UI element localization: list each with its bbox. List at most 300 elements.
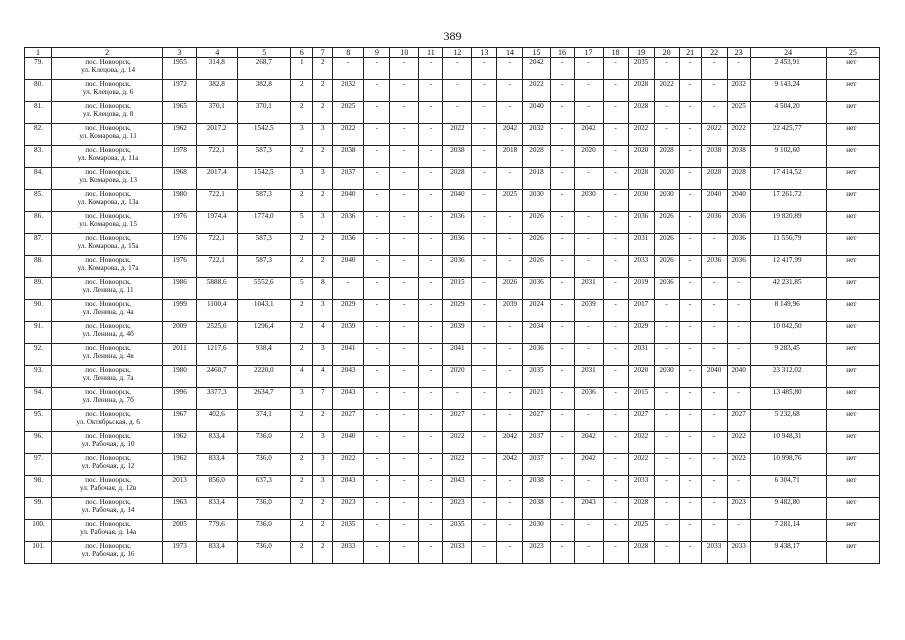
table-row [25, 212, 880, 234]
data-cell: 2 [313, 190, 333, 212]
data-cell: - [390, 124, 419, 146]
data-cell: 3 [313, 124, 333, 146]
row-number: 87. [25, 234, 52, 256]
data-cell: 2042 [497, 432, 523, 454]
data-cell: 2 [313, 80, 333, 102]
data-cell: - [472, 168, 497, 190]
area-cell: 5888,6 [197, 278, 238, 300]
data-cell: - [419, 124, 443, 146]
data-cell: 2040 [443, 190, 472, 212]
data-cell: - [443, 58, 472, 80]
data-cell: 1976 [163, 212, 197, 234]
data-cell: - [603, 344, 628, 366]
cost-cell: 11 556,79 [750, 234, 826, 256]
data-cell: 2028 [654, 146, 679, 168]
column-number-4: 4 [197, 48, 238, 58]
data-cell: - [727, 476, 750, 498]
data-cell: 2022 [523, 80, 550, 102]
data-cell: - [364, 344, 390, 366]
data-cell: 2024 [523, 300, 550, 322]
data-cell: 2043 [333, 476, 364, 498]
data-cell: - [472, 344, 497, 366]
data-cell: - [727, 322, 750, 344]
cost-cell: 22 425,77 [750, 124, 826, 146]
cost-cell: 42 231,85 [750, 278, 826, 300]
data-cell: 2033 [628, 256, 654, 278]
area-cell: 736,0 [238, 454, 291, 476]
data-cell: 2038 [333, 146, 364, 168]
area-cell: 1100,4 [197, 300, 238, 322]
data-cell: 1996 [163, 388, 197, 410]
data-cell: 2 [313, 234, 333, 256]
data-cell: - [679, 388, 701, 410]
data-cell: 2036 [701, 212, 727, 234]
data-cell: - [419, 146, 443, 168]
data-cell: - [472, 190, 497, 212]
table-row [25, 168, 880, 190]
area-cell: 587,3 [238, 234, 291, 256]
data-cell: - [603, 146, 628, 168]
data-cell: - [419, 190, 443, 212]
data-cell: 2036 [727, 234, 750, 256]
data-cell: 2 [291, 300, 313, 322]
data-cell: - [419, 300, 443, 322]
data-cell: 2032 [333, 80, 364, 102]
address-cell: пос. Новоорск, ул. Октябрьская, д. 6 [52, 410, 163, 432]
data-cell: - [497, 542, 523, 564]
data-cell: 2036 [727, 256, 750, 278]
table-row [25, 432, 880, 454]
flag-cell: нет [826, 190, 879, 212]
data-cell: - [603, 476, 628, 498]
flag-cell: нет [826, 102, 879, 124]
data-cell: 2040 [701, 366, 727, 388]
data-cell: - [497, 102, 523, 124]
data-cell: 2030 [574, 190, 603, 212]
column-number-25: 25 [826, 48, 879, 58]
area-cell: 833,4 [197, 454, 238, 476]
data-cell: - [364, 542, 390, 564]
data-cell: - [390, 234, 419, 256]
address-cell: пос. Новоорск, ул. Рабочая, д. 16 [52, 542, 163, 564]
data-cell: 2036 [574, 388, 603, 410]
data-cell: - [472, 432, 497, 454]
data-cell: - [419, 498, 443, 520]
data-cell: - [390, 498, 419, 520]
data-cell: 1968 [163, 168, 197, 190]
row-number: 83. [25, 146, 52, 168]
table-body [25, 48, 880, 564]
data-cell: - [654, 388, 679, 410]
data-cell: - [497, 256, 523, 278]
data-cell: 2037 [523, 432, 550, 454]
data-cell: - [472, 454, 497, 476]
data-cell: 2043 [333, 366, 364, 388]
cost-cell: 8 149,96 [750, 300, 826, 322]
data-cell: - [654, 520, 679, 542]
data-cell: - [419, 542, 443, 564]
data-cell: - [497, 58, 523, 80]
data-cell: 2033 [727, 542, 750, 564]
data-cell: 2 [291, 410, 313, 432]
data-cell: - [550, 278, 574, 300]
data-cell: 1963 [163, 498, 197, 520]
data-cell: 2025 [497, 190, 523, 212]
data-cell: - [574, 542, 603, 564]
data-cell: - [364, 410, 390, 432]
column-number-header-row [25, 48, 880, 58]
data-cell: 2038 [727, 146, 750, 168]
data-cell: - [390, 454, 419, 476]
data-cell: - [390, 410, 419, 432]
data-cell: - [679, 322, 701, 344]
data-cell: 2026 [523, 212, 550, 234]
data-cell: - [550, 520, 574, 542]
data-cell: 1962 [163, 432, 197, 454]
data-cell: 2027 [628, 410, 654, 432]
data-cell: - [679, 124, 701, 146]
data-cell: - [679, 58, 701, 80]
data-cell: 1955 [163, 58, 197, 80]
data-cell: 2027 [333, 410, 364, 432]
row-number: 98. [25, 476, 52, 498]
data-cell: 2022 [628, 124, 654, 146]
data-cell: - [679, 344, 701, 366]
data-cell: - [390, 432, 419, 454]
data-cell: - [472, 498, 497, 520]
data-cell: - [497, 234, 523, 256]
data-cell: - [472, 234, 497, 256]
data-cell: - [390, 520, 419, 542]
data-cell: 2 [291, 322, 313, 344]
data-cell: 2020 [574, 146, 603, 168]
address-cell: пос. Новоорск, ул. Комарова, д. 15а [52, 234, 163, 256]
data-cell: - [727, 520, 750, 542]
data-cell: 2036 [443, 234, 472, 256]
data-cell: - [603, 102, 628, 124]
row-number: 89. [25, 278, 52, 300]
data-cell: - [364, 498, 390, 520]
data-cell: 4 [313, 366, 333, 388]
data-cell: 2028 [628, 542, 654, 564]
data-cell: - [419, 234, 443, 256]
data-cell: - [679, 146, 701, 168]
data-cell: - [603, 256, 628, 278]
area-cell: 1043,1 [238, 300, 291, 322]
table-row [25, 542, 880, 564]
data-cell: - [654, 102, 679, 124]
flag-cell: нет [826, 146, 879, 168]
data-cell: - [679, 366, 701, 388]
data-cell: 2025 [727, 102, 750, 124]
data-cell: - [654, 344, 679, 366]
column-number-23: 23 [727, 48, 750, 58]
data-cell: 1986 [163, 278, 197, 300]
data-cell: 3 [291, 168, 313, 190]
data-cell: - [654, 124, 679, 146]
address-cell: пос. Новоорск, ул. Комарова, д. 13 [52, 168, 163, 190]
column-number-1: 1 [25, 48, 52, 58]
data-cell: - [701, 80, 727, 102]
table-row [25, 344, 880, 366]
data-cell: - [574, 234, 603, 256]
data-cell: - [550, 190, 574, 212]
data-cell: 2036 [701, 256, 727, 278]
data-cell: 2036 [333, 234, 364, 256]
row-number: 80. [25, 80, 52, 102]
row-number: 101. [25, 542, 52, 564]
column-number-15: 15 [523, 48, 550, 58]
data-cell: 1976 [163, 256, 197, 278]
data-cell: - [701, 278, 727, 300]
data-cell: 2025 [333, 102, 364, 124]
data-cell: - [727, 388, 750, 410]
data-cell: 2043 [574, 498, 603, 520]
data-cell: - [497, 212, 523, 234]
data-cell: - [364, 300, 390, 322]
data-cell: 2 [291, 432, 313, 454]
data-cell: 2035 [628, 58, 654, 80]
row-number: 93. [25, 366, 52, 388]
data-cell: - [390, 278, 419, 300]
column-number-3: 3 [163, 48, 197, 58]
data-cell: 2020 [628, 366, 654, 388]
data-cell: 2037 [333, 168, 364, 190]
row-number: 88. [25, 256, 52, 278]
data-cell: 2 [291, 190, 313, 212]
cost-cell: 5 232,68 [750, 410, 826, 432]
data-cell: 2039 [497, 300, 523, 322]
data-cell: - [390, 212, 419, 234]
area-cell: 1296,4 [238, 322, 291, 344]
data-cell: 2 [291, 542, 313, 564]
data-cell: - [550, 124, 574, 146]
data-cell: - [390, 58, 419, 80]
area-cell: 3377,3 [197, 388, 238, 410]
data-cell: 3 [291, 388, 313, 410]
address-cell: пос. Новоорск, ул. Комарова, д. 11 [52, 124, 163, 146]
cost-cell: 17 261,72 [750, 190, 826, 212]
data-cell: - [550, 344, 574, 366]
data-cell: - [364, 234, 390, 256]
area-cell: 736,0 [238, 542, 291, 564]
data-cell: 2033 [333, 542, 364, 564]
data-cell: 3 [313, 476, 333, 498]
data-cell: 2018 [523, 168, 550, 190]
row-number: 81. [25, 102, 52, 124]
data-cell: - [574, 58, 603, 80]
data-cell: 2011 [163, 344, 197, 366]
data-cell: - [550, 146, 574, 168]
data-cell: - [701, 454, 727, 476]
data-cell: 2035 [333, 520, 364, 542]
data-cell: - [654, 498, 679, 520]
area-cell: 587,3 [238, 146, 291, 168]
data-cell: - [364, 278, 390, 300]
data-cell: 2020 [628, 146, 654, 168]
data-cell: - [364, 58, 390, 80]
address-cell: пос. Новоорск, ул. Комарова, д. 15 [52, 212, 163, 234]
data-cell: - [603, 322, 628, 344]
table-row [25, 80, 880, 102]
cost-cell: 19 820,89 [750, 212, 826, 234]
data-cell: 2030 [523, 520, 550, 542]
data-cell: - [654, 454, 679, 476]
data-cell: - [550, 80, 574, 102]
data-cell: 1967 [163, 410, 197, 432]
data-cell: - [603, 190, 628, 212]
cost-cell: 9 283,45 [750, 344, 826, 366]
row-number: 91. [25, 322, 52, 344]
area-cell: 637,3 [238, 476, 291, 498]
data-cell: 3 [313, 344, 333, 366]
data-cell: - [679, 102, 701, 124]
area-cell: 2220,0 [238, 366, 291, 388]
flag-cell: нет [826, 300, 879, 322]
data-cell: 2 [313, 498, 333, 520]
cost-cell: 12 417,99 [750, 256, 826, 278]
column-number-21: 21 [679, 48, 701, 58]
data-cell: 2022 [443, 454, 472, 476]
data-cell: - [364, 256, 390, 278]
data-cell: 2028 [701, 168, 727, 190]
data-cell: 2 [313, 542, 333, 564]
data-cell: - [550, 476, 574, 498]
data-cell: 2 [291, 146, 313, 168]
data-cell: 2039 [333, 322, 364, 344]
data-cell: 2 [291, 80, 313, 102]
data-cell: - [654, 300, 679, 322]
data-cell: - [419, 80, 443, 102]
data-cell: 2042 [497, 454, 523, 476]
flag-cell: нет [826, 366, 879, 388]
data-cell: - [574, 344, 603, 366]
data-cell: - [497, 322, 523, 344]
data-cell: - [727, 300, 750, 322]
data-cell: 2037 [523, 454, 550, 476]
cost-cell: 9 438,17 [750, 542, 826, 564]
data-cell: - [472, 212, 497, 234]
area-cell: 736,0 [238, 432, 291, 454]
flag-cell: нет [826, 212, 879, 234]
data-cell: - [419, 344, 443, 366]
area-cell: 2634,7 [238, 388, 291, 410]
area-cell: 856,0 [197, 476, 238, 498]
data-cell: 1962 [163, 454, 197, 476]
row-number: 95. [25, 410, 52, 432]
data-cell: 2028 [628, 80, 654, 102]
flag-cell: нет [826, 542, 879, 564]
data-cell: 2030 [523, 190, 550, 212]
data-cell: 2 [313, 146, 333, 168]
cost-cell: 9 482,80 [750, 498, 826, 520]
data-cell: - [333, 278, 364, 300]
column-number-8: 8 [333, 48, 364, 58]
flag-cell: нет [826, 454, 879, 476]
table-row [25, 498, 880, 520]
data-cell: - [654, 542, 679, 564]
data-cell: - [550, 498, 574, 520]
data-cell: - [472, 410, 497, 432]
data-cell: - [603, 168, 628, 190]
data-cell: 2030 [628, 190, 654, 212]
data-cell: - [419, 388, 443, 410]
data-cell: - [679, 80, 701, 102]
table-row [25, 476, 880, 498]
area-cell: 938,4 [238, 344, 291, 366]
data-cell: 1980 [163, 190, 197, 212]
data-cell: - [727, 278, 750, 300]
data-cell: 2043 [333, 388, 364, 410]
data-cell: - [472, 58, 497, 80]
data-cell: 3 [313, 212, 333, 234]
data-cell: - [603, 520, 628, 542]
data-cell: 2032 [523, 124, 550, 146]
data-cell: 2038 [523, 476, 550, 498]
column-number-20: 20 [654, 48, 679, 58]
area-cell: 587,3 [238, 190, 291, 212]
data-cell: - [472, 476, 497, 498]
data-cell: - [679, 234, 701, 256]
data-cell: 4 [291, 366, 313, 388]
data-cell: - [654, 476, 679, 498]
data-cell: - [701, 102, 727, 124]
data-cell: - [550, 322, 574, 344]
area-cell: 1974,4 [197, 212, 238, 234]
data-cell: 2009 [163, 322, 197, 344]
area-cell: 1542,5 [238, 124, 291, 146]
data-cell: 2026 [497, 278, 523, 300]
area-cell: 402,6 [197, 410, 238, 432]
data-cell: 2040 [701, 190, 727, 212]
cost-cell: 9 102,60 [750, 146, 826, 168]
data-cell: - [727, 344, 750, 366]
area-cell: 833,4 [197, 498, 238, 520]
column-number-19: 19 [628, 48, 654, 58]
data-cell: 2 [291, 344, 313, 366]
flag-cell: нет [826, 58, 879, 80]
data-cell: - [497, 366, 523, 388]
area-cell: 722,1 [197, 146, 238, 168]
data-cell: - [390, 344, 419, 366]
data-cell: - [364, 212, 390, 234]
area-cell: 722,1 [197, 256, 238, 278]
table-row [25, 278, 880, 300]
data-cell: - [472, 278, 497, 300]
flag-cell: нет [826, 498, 879, 520]
data-cell: - [419, 432, 443, 454]
data-cell: - [679, 454, 701, 476]
data-cell: - [654, 322, 679, 344]
data-cell: - [497, 498, 523, 520]
area-cell: 2017,2 [197, 124, 238, 146]
housing-register-table [24, 47, 880, 564]
data-cell: 2022 [333, 124, 364, 146]
data-cell: 1962 [163, 124, 197, 146]
data-cell: - [654, 410, 679, 432]
data-cell: - [390, 366, 419, 388]
data-cell: 2036 [523, 278, 550, 300]
data-cell: 2030 [654, 190, 679, 212]
data-cell: 2036 [333, 212, 364, 234]
data-cell: 2028 [727, 168, 750, 190]
row-number: 82. [25, 124, 52, 146]
data-cell: 7 [313, 388, 333, 410]
data-cell: - [550, 366, 574, 388]
data-cell: 2 [291, 256, 313, 278]
column-number-14: 14 [497, 48, 523, 58]
address-cell: пос. Новоорск, ул. Ленина, д. 11 [52, 278, 163, 300]
